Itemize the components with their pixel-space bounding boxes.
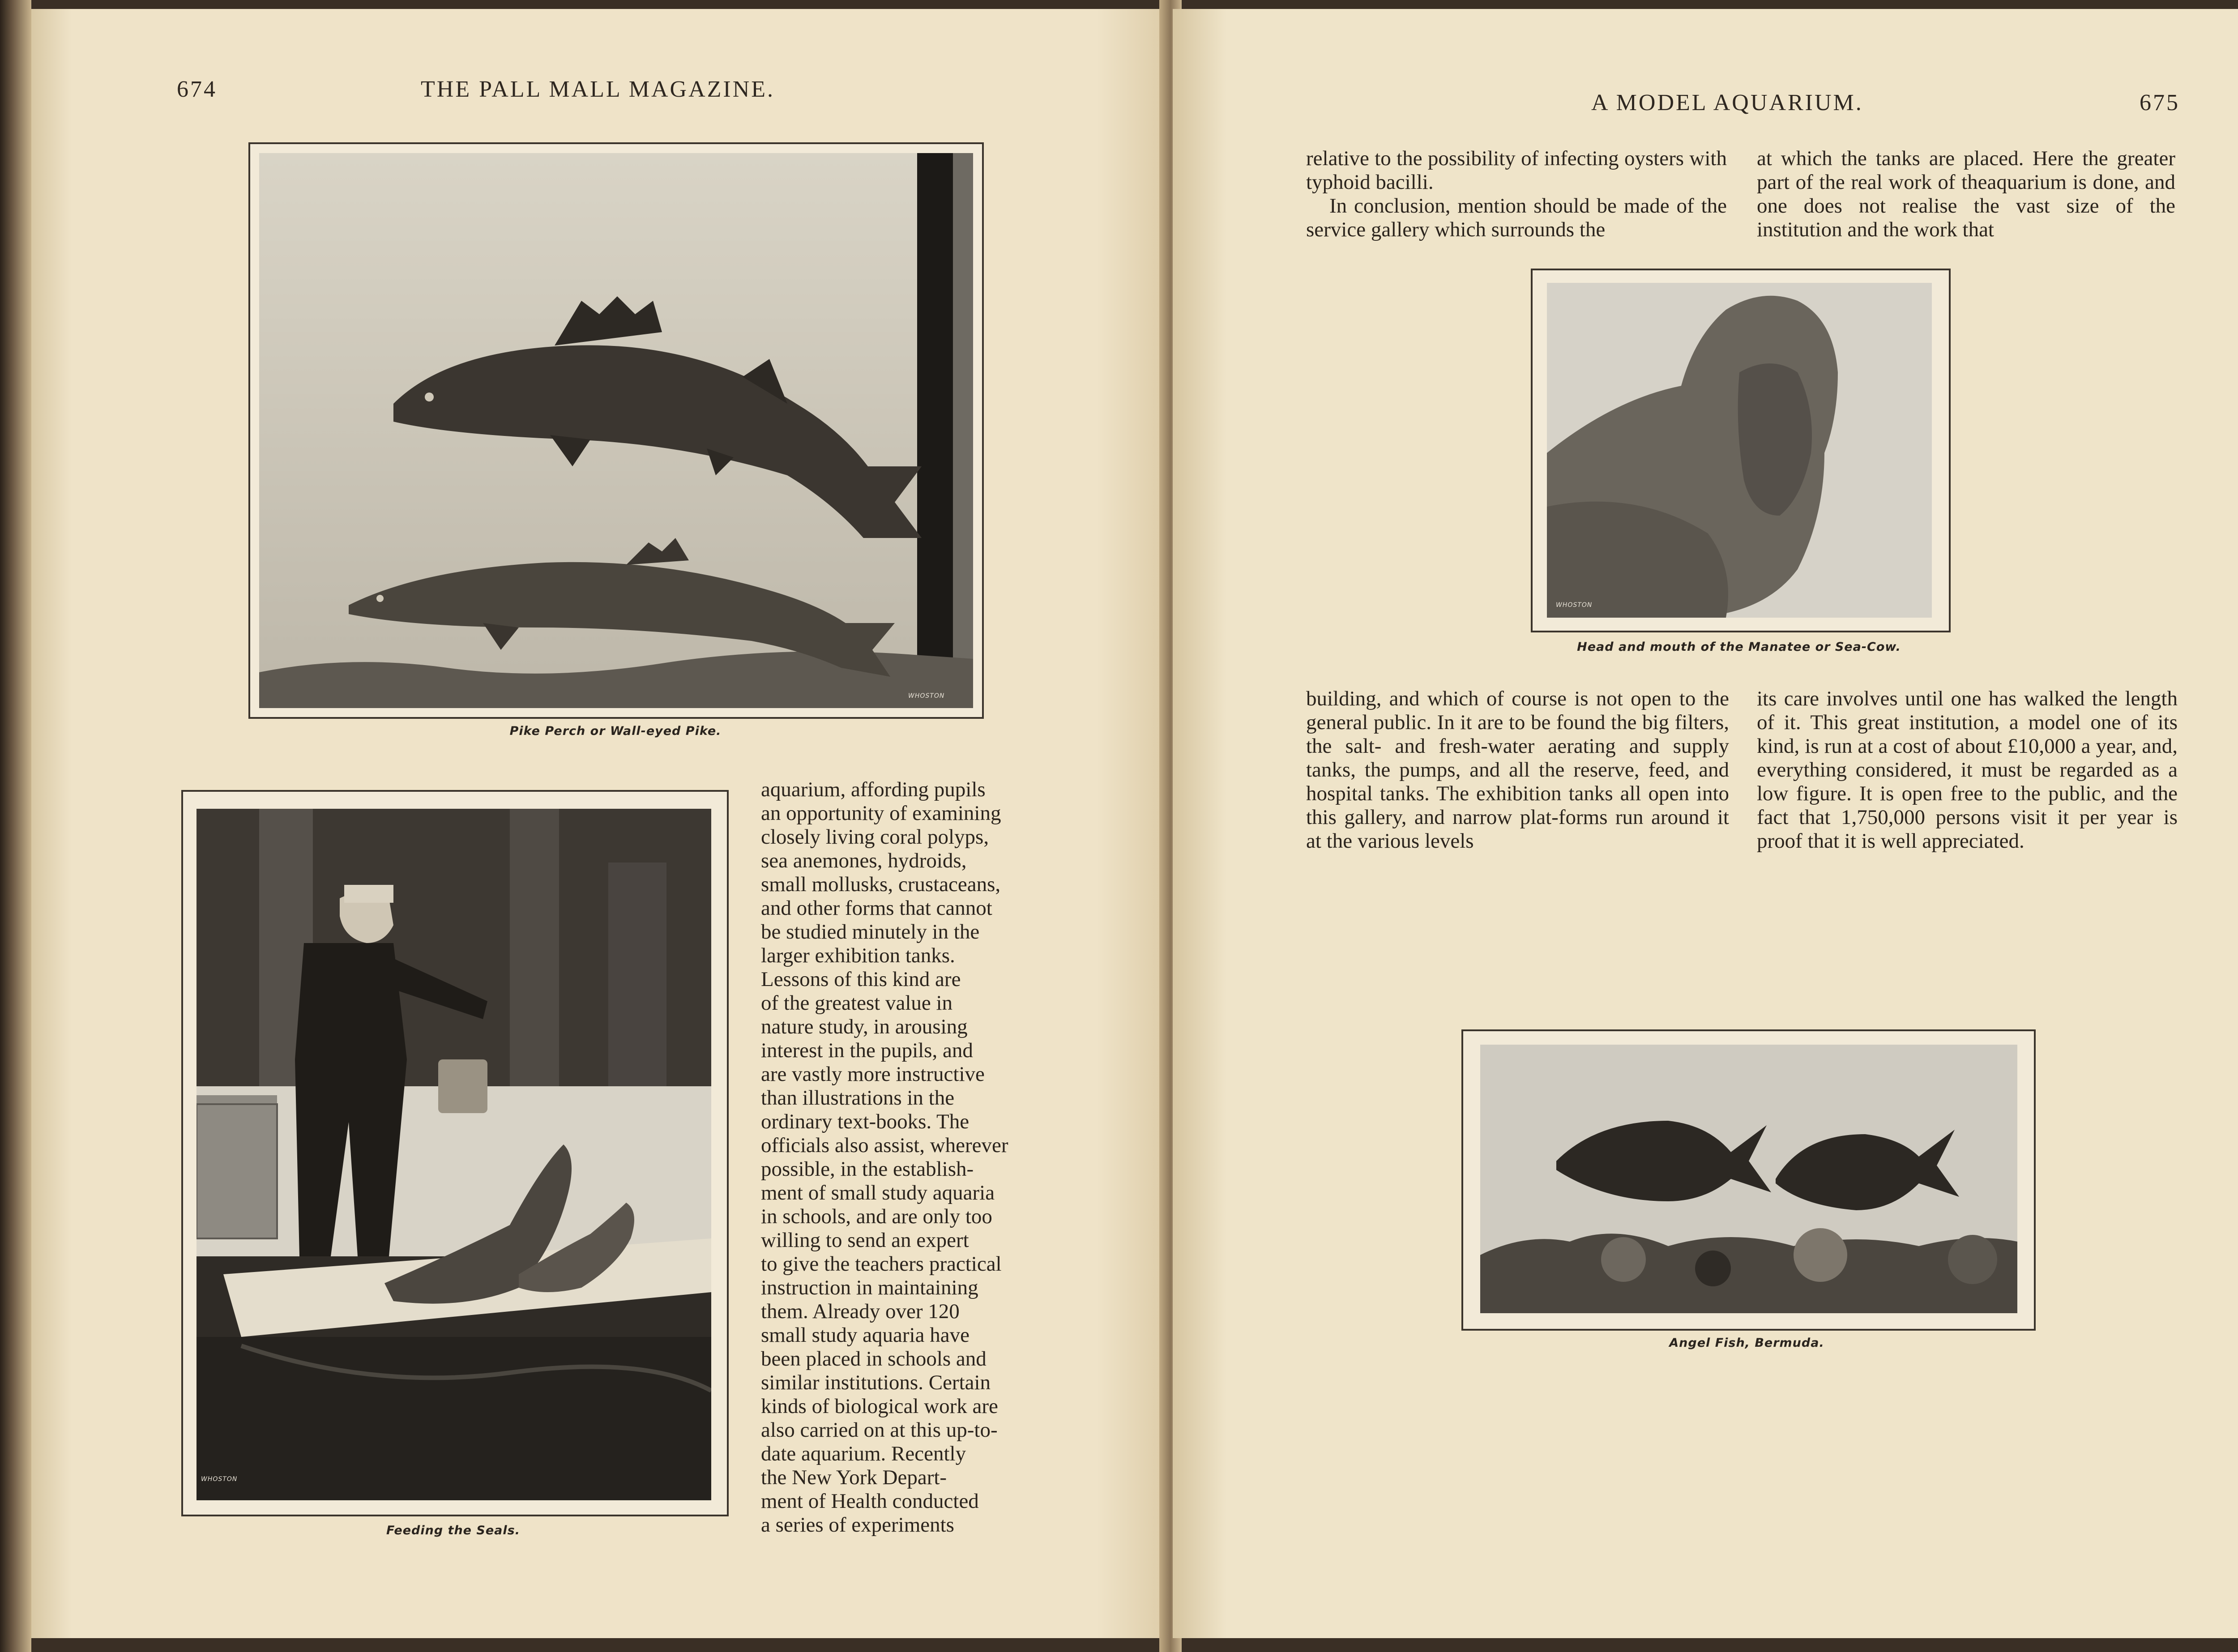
text-line: possible, in the establish-	[761, 1157, 974, 1181]
angel-fish-illustration	[1480, 1045, 2017, 1313]
right-running-head: A MODEL AQUARIUM.	[1591, 90, 1863, 115]
pike-perch-plate	[248, 142, 984, 719]
paragraph: building, and which of course is not open to the general public. In it are to be found the big filters, the salt- and fresh-water aerating and supply tanks, the pumps, and all the reserve, feed, and hospital tanks. The exhibition tanks all open into this gallery, and narrow plat-forms run around it at the various levels	[1306, 687, 1729, 853]
feeding-seals-plate	[181, 790, 729, 1516]
text-line: ordinary text-books. The	[761, 1110, 970, 1133]
pike-photo-credit: WHOSTON	[908, 692, 945, 700]
left-running-head: THE PALL MALL MAGAZINE.	[421, 77, 775, 102]
book-edge-left	[0, 0, 31, 1652]
text-line: to give the teachers practical	[761, 1252, 1002, 1276]
left-page-number: 674	[177, 77, 217, 102]
right-page-number: 675	[2140, 90, 2180, 115]
feeding-seals-illustration	[196, 809, 711, 1500]
paragraph: relative to the possibility of infecting oysters with typhoid bacilli.	[1306, 147, 1727, 194]
manatee-caption: Head and mouth of the Manatee or Sea-Cow.	[1577, 640, 1901, 654]
text-line: in schools, and are only too	[761, 1205, 992, 1228]
paragraph: at which the tanks are placed. Here the greater part of the real work of theaquarium is done, and one does not realise the vast size of the institution and the work that	[1757, 147, 2175, 241]
left-body-column	[761, 778, 1045, 1537]
text-line: be studied minutely in the	[761, 920, 980, 943]
text-line: larger exhibition tanks.	[761, 944, 955, 967]
angel-fish-photo	[1480, 1045, 2017, 1313]
pike-perch-photo	[259, 153, 973, 708]
text-line: instruction in maintaining	[761, 1276, 978, 1299]
text-line: also carried on at this up-to-	[761, 1418, 998, 1442]
text-line: a series of experiments	[761, 1513, 954, 1537]
seals-photo-credit: WHOSTON	[201, 1476, 238, 1483]
text-line: and other forms that cannot	[761, 896, 992, 920]
text-line: officials also assist, wherever	[761, 1134, 1008, 1157]
text-line: an opportunity of examining	[761, 802, 1001, 825]
manatee-illustration	[1547, 283, 1932, 618]
text-line: them. Already over 120	[761, 1300, 960, 1323]
text-line: kinds of biological work are	[761, 1395, 998, 1418]
pike-perch-caption: Pike Perch or Wall-eyed Pike.	[509, 724, 722, 738]
angel-fish-caption: Angel Fish, Bermuda.	[1669, 1336, 1824, 1350]
right-top-left-column	[1306, 147, 1727, 242]
text-line: willing to send an expert	[761, 1229, 969, 1252]
text-line: of the greatest value in	[761, 991, 953, 1015]
manatee-plate	[1531, 269, 1951, 632]
text-line: similar institutions. Certain	[761, 1371, 991, 1394]
text-line: the New York Depart-	[761, 1466, 947, 1489]
right-mid-left-column	[1306, 687, 1729, 853]
text-line: Lessons of this kind are	[761, 968, 961, 991]
text-line: ment of Health conducted	[761, 1490, 979, 1513]
pike-perch-illustration	[259, 153, 973, 708]
text-line: small mollusks, crustaceans,	[761, 873, 1001, 896]
text-line: are vastly more instructive	[761, 1063, 985, 1086]
text-line: nature study, in arousing	[761, 1015, 968, 1038]
text-line: small study aquaria have	[761, 1323, 970, 1347]
manatee-photo	[1547, 283, 1932, 618]
right-top-right-column	[1757, 147, 2175, 242]
text-line: closely living coral polyps,	[761, 825, 989, 849]
text-line: than illustrations in the	[761, 1086, 955, 1110]
text-line: sea anemones, hydroids,	[761, 849, 967, 872]
paragraph: its care involves until one has walked the length of it. This great institution, a model one of its kind, is run at a cost of about £10,000 a year, and, everything considered, it must be regarded as a low figure. It is open free to the public, and the fact that 1,750,000 persons visit it per year is proof that it is well appreciated.	[1757, 687, 2178, 853]
paragraph: In conclusion, mention should be made of the service gallery which surrounds the	[1306, 194, 1727, 241]
text-line: interest in the pupils, and	[761, 1039, 973, 1062]
text-line: been placed in schools and	[761, 1347, 987, 1370]
angel-fish-plate	[1461, 1029, 2036, 1331]
manatee-photo-credit: WHOSTON	[1556, 602, 1593, 609]
feeding-seals-caption: Feeding the Seals.	[386, 1524, 520, 1537]
text-line: date aquarium. Recently	[761, 1442, 966, 1465]
text-line: aquarium, affording pupils	[761, 778, 986, 801]
text-line: ment of small study aquaria	[761, 1181, 995, 1204]
right-mid-right-column	[1757, 687, 2178, 853]
feeding-seals-photo	[196, 809, 711, 1500]
